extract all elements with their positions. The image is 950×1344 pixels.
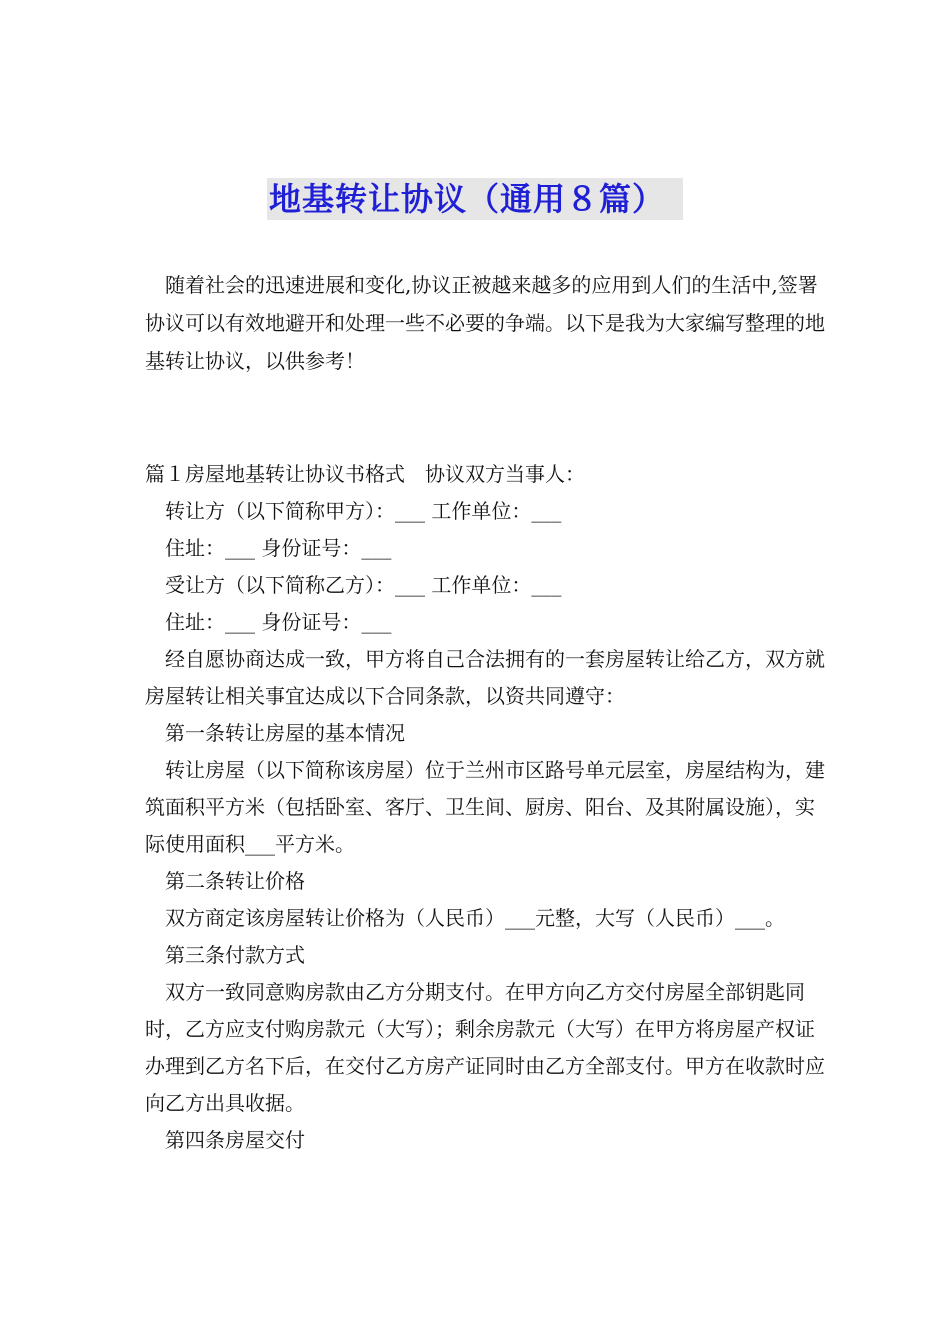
clause-heading: 第二条转让价格 bbox=[165, 869, 305, 893]
body-paragraph: 转让房屋（以下简称该房屋）位于兰州市区路号单元层室，房屋结构为，建筑面积平方米（包括卧室、客厅、卫生间、厨房、阳台、及其附属设施），实际使用面积___平方米。 bbox=[145, 758, 825, 856]
party-line: 转让方（以下简称甲方）：___ 工作单位：___ bbox=[165, 499, 562, 523]
party-line: 住址：___ 身份证号：___ bbox=[165, 536, 392, 560]
body-paragraph: 双方一致同意购房款由乙方分期支付。在甲方向乙方交付房屋全部钥匙同时，乙方应支付购房款元（大写）；剩余房款元（大写）在甲方将房屋产权证办理到乙方名下后，在交付乙方房产证同时由乙方全部支付。甲方在收款时应向乙方出具收据。 bbox=[145, 980, 825, 1115]
clause-heading: 第一条转让房屋的基本情况 bbox=[165, 721, 405, 745]
document-title: 地基转让协议（通用８篇） bbox=[267, 178, 683, 220]
title-wrap bbox=[0, 178, 950, 220]
paragraph-gap bbox=[145, 380, 825, 456]
clause-heading: 第四条房屋交付 bbox=[165, 1128, 305, 1152]
clause-heading: 第三条付款方式 bbox=[165, 943, 305, 967]
body-paragraph: 经自愿协商达成一致，甲方将自己合法拥有的一套房屋转让给乙方，双方就房屋转让相关事宜达成以下合同条款，以资共同遵守： bbox=[145, 647, 825, 708]
body-paragraph: 双方商定该房屋转让价格为（人民币）___元整，大写（人民币）___。 bbox=[165, 906, 785, 930]
document-body bbox=[145, 266, 825, 1159]
section-heading: 篇１房屋地基转让协议书格式 协议双方当事人： bbox=[145, 462, 585, 486]
party-line: 住址：___ 身份证号：___ bbox=[165, 610, 392, 634]
party-line: 受让方（以下简称乙方）：___ 工作单位：___ bbox=[165, 573, 562, 597]
intro-paragraph: 随着社会的迅速进展和变化,协议正被越来越多的应用到人们的生活中,签署协议可以有效地避开和处理一些不必要的争端。以下是我为大家编写整理的地基转让协议，以供参考！ bbox=[145, 273, 825, 373]
